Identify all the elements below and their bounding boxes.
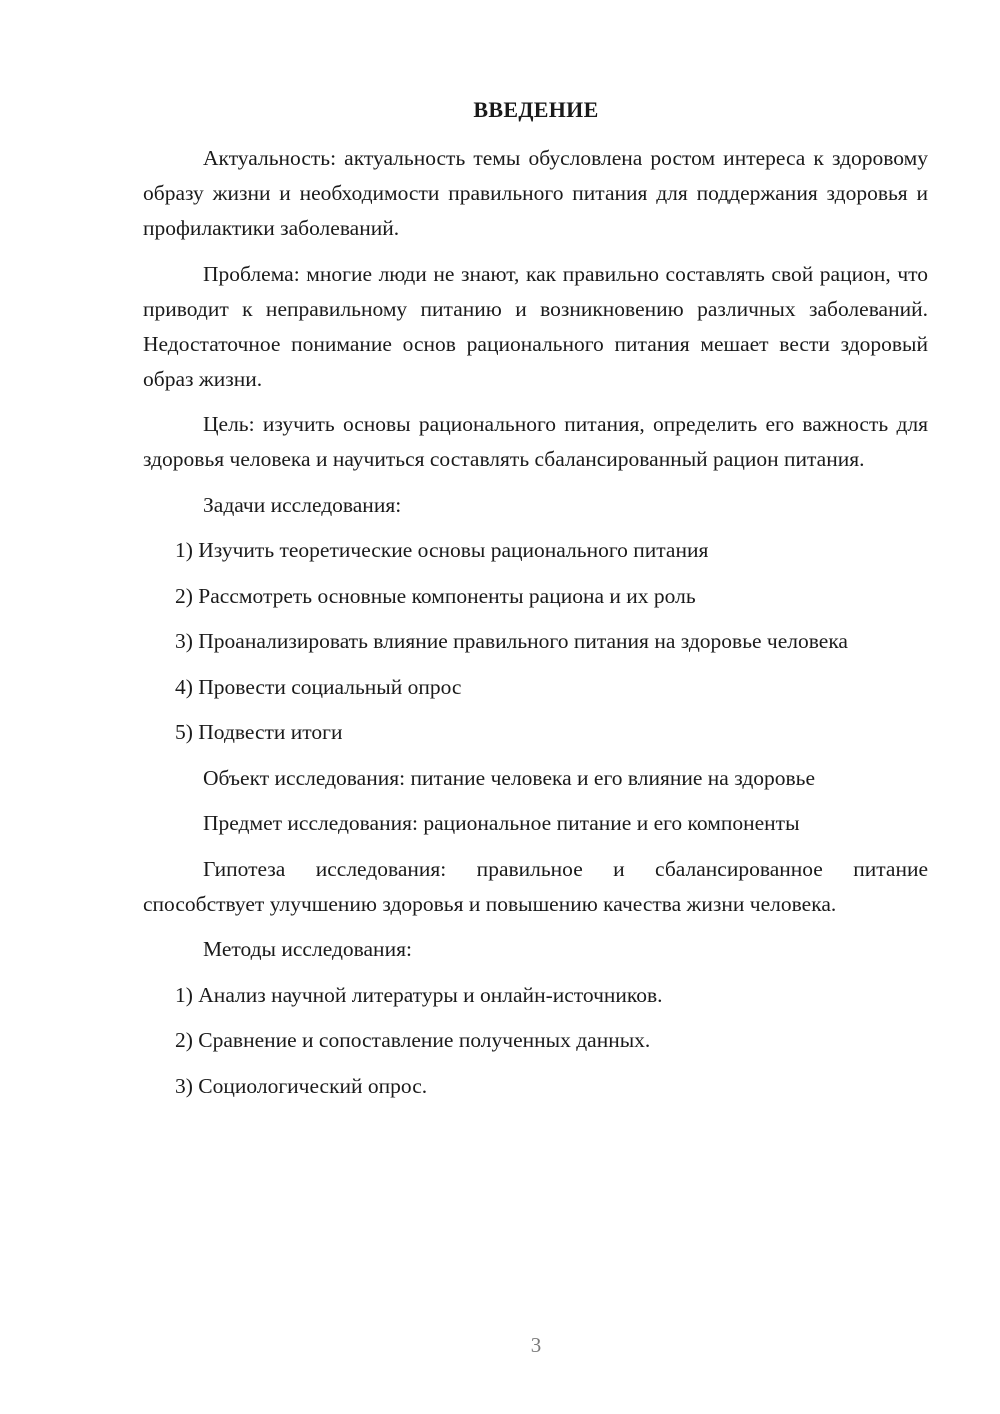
section-heading: ВВЕДЕНИЕ [473,97,599,122]
problem-paragraph: Проблема: многие люди не знают, как правильно составлять свой рацион, что приводит к неправильному питанию и возникновению различных заболеваний. Недостаточное понимание основ рационального питания мешает вести здоровый образ жизни. [143,261,928,391]
method-item: 2) Сравнение и сопоставление полученных данных. [175,1028,651,1052]
task-item: 3) Проанализировать влияние правильного питания на здоровье человека [175,629,848,653]
goal-paragraph: Цель: изучить основы рационального питания, определить его важность для здоровья человека и научиться составлять сбалансированный рацион питания. [143,412,928,471]
page-number: 3 [530,1333,542,1357]
task-item: 2) Рассмотреть основные компоненты рациона и их роль [175,583,696,608]
methods-title: Методы исследования: [203,937,412,961]
object-paragraph: Объект исследования: питание человека и его влияние на здоровье [203,765,816,790]
subject-paragraph: Предмет исследования: рациональное питание и его компоненты [203,811,800,835]
method-item: 1) Анализ научной литературы и онлайн-источников. [175,982,663,1007]
method-item: 3) Социологический опрос. [175,1073,428,1098]
hypothesis-paragraph: Гипотеза исследования: правильное и сбалансированное питание способствует улучшению здоровья и повышению качества жизни человека. [143,856,928,916]
relevance-paragraph: Актуальность: актуальность темы обусловлена ростом интереса к здоровому образу жизни и необходимости правильного питания для поддержания здоровья и профилактики заболеваний. [143,146,928,240]
task-item: 1) Изучить теоретические основы рационального питания [175,538,709,562]
tasks-title: Задачи исследования: [203,492,402,517]
task-item: 5) Подвести итоги [175,720,343,744]
document-body [143,141,928,1114]
task-item: 4) Провести социальный опрос [175,674,462,699]
